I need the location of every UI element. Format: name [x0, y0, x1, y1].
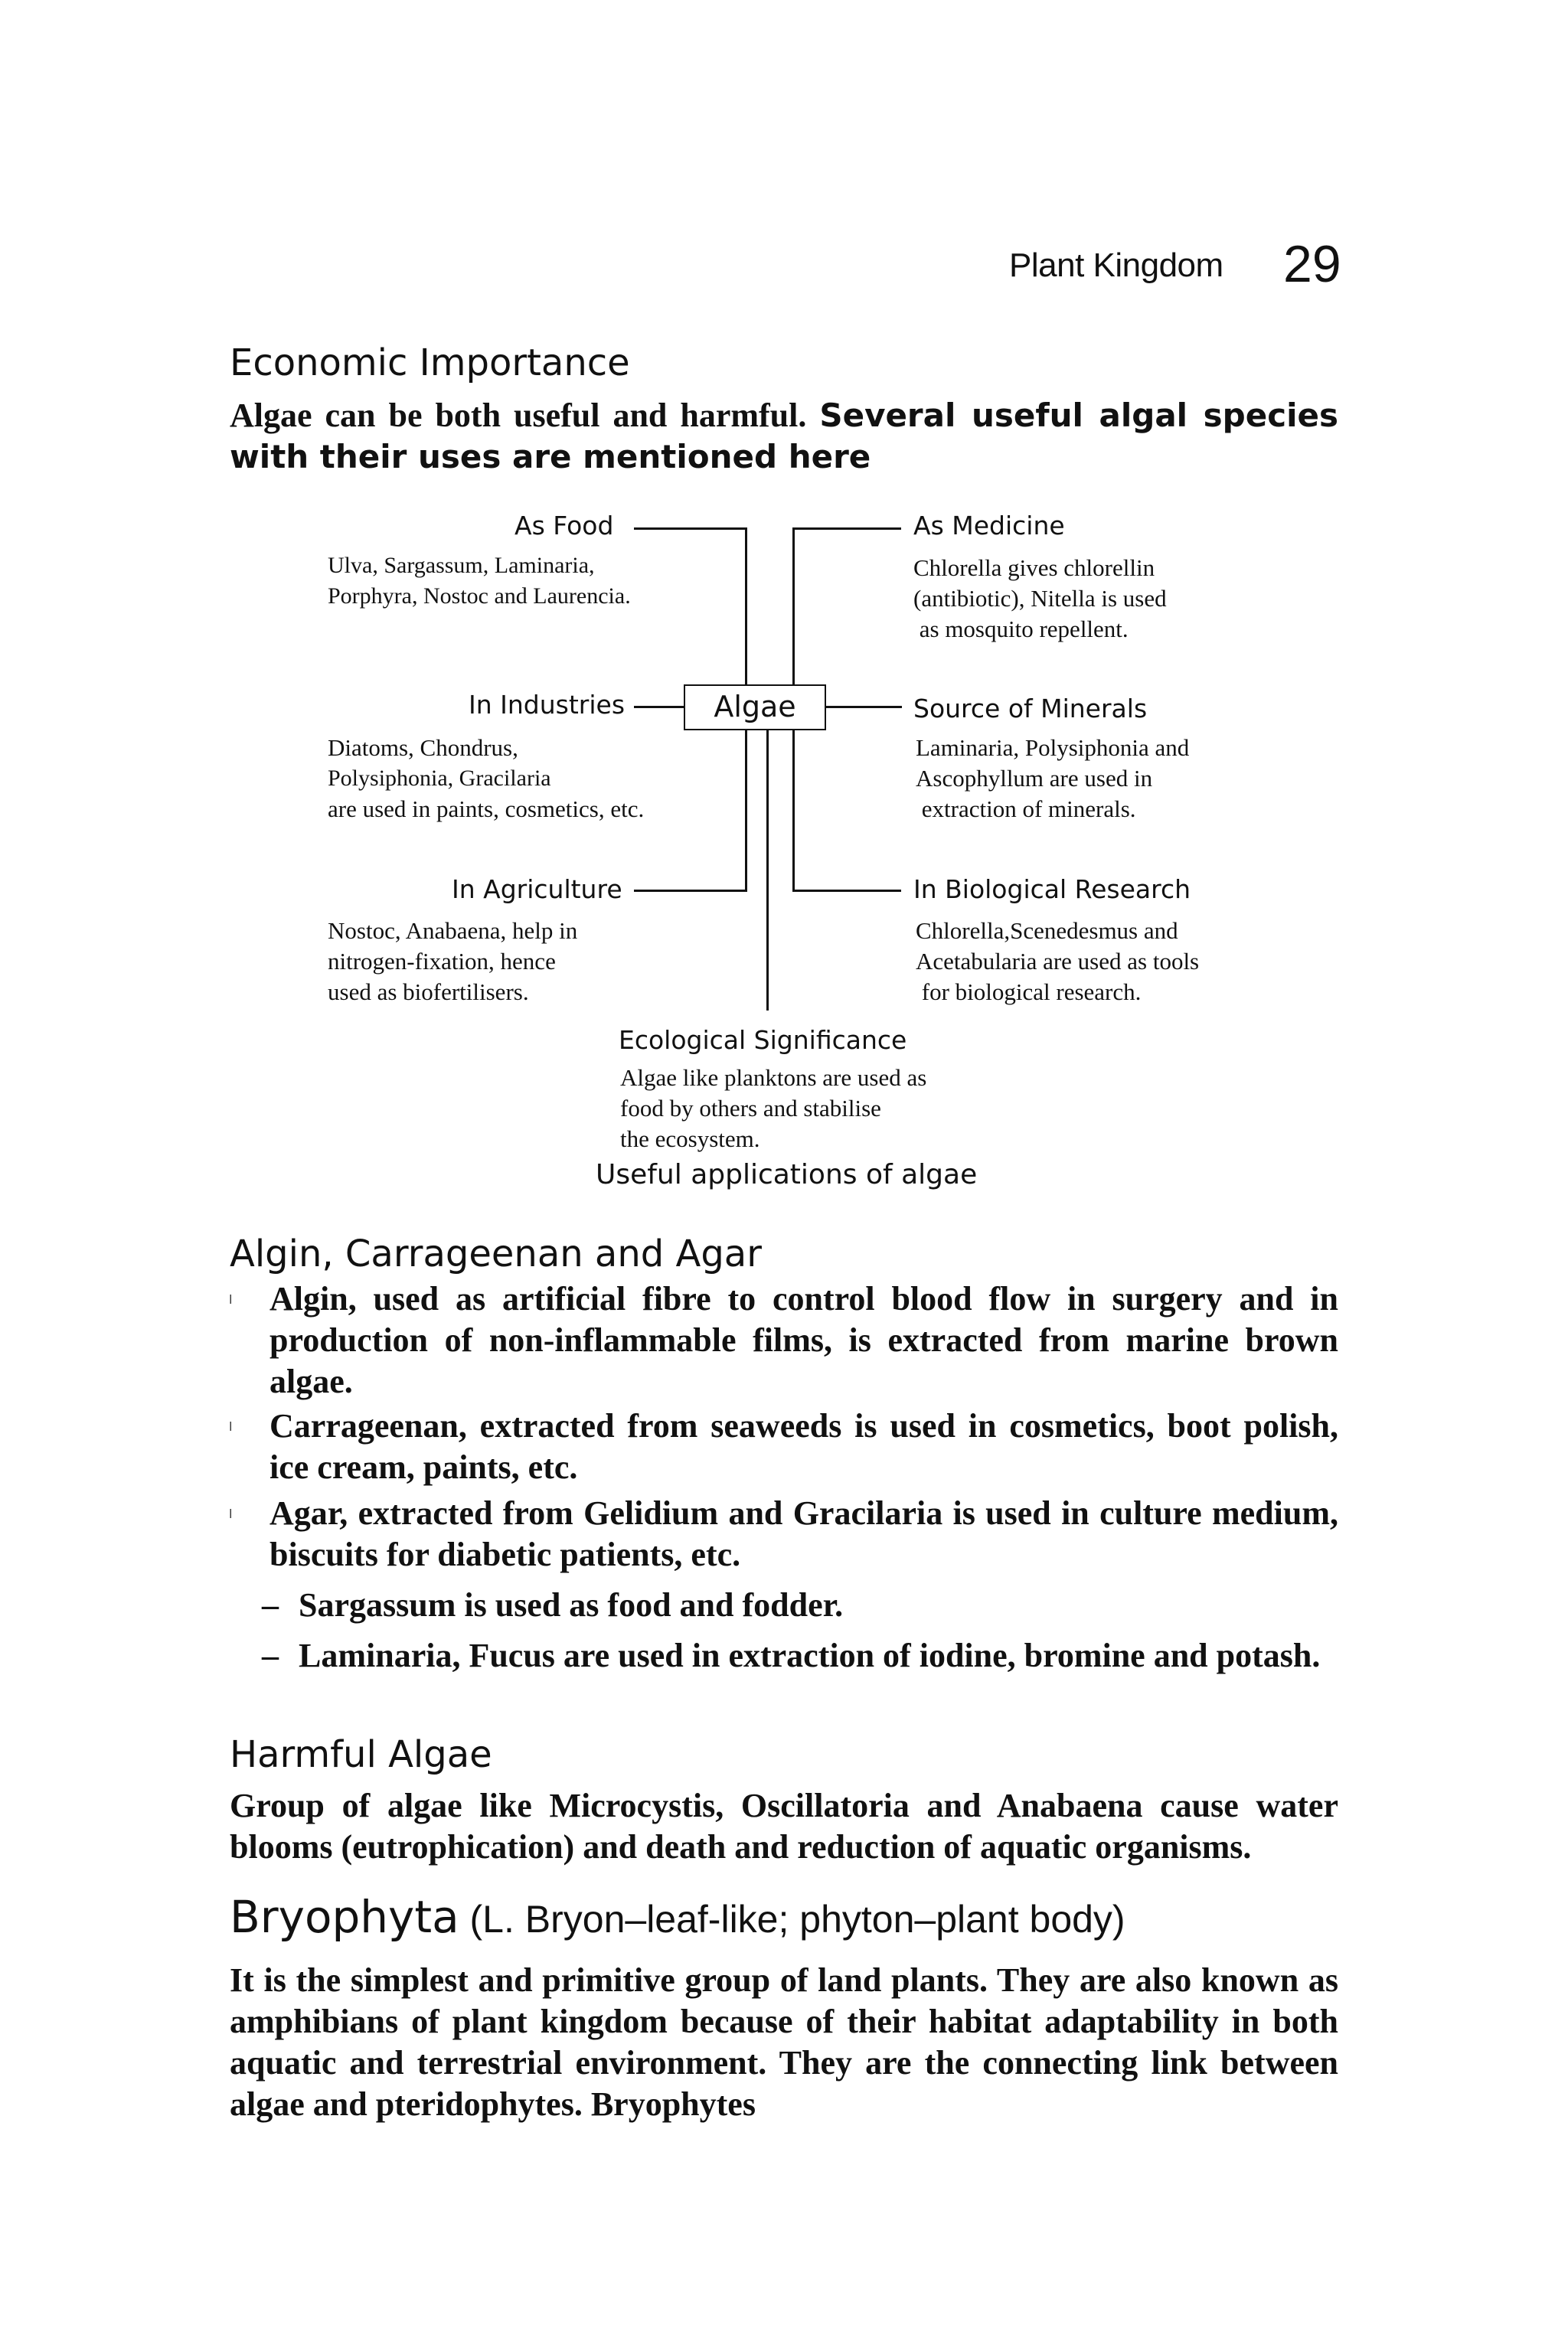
ecological-line-1: Algae like planktons are used as	[620, 1064, 927, 1091]
ecological-line-2: food by others and stabilise	[620, 1095, 881, 1122]
section-heading-economic-importance: Economic Importance	[230, 341, 630, 384]
connector-research-v	[792, 730, 795, 891]
sub-item-text: Laminaria, Fucus are used in extraction of iodine, bromine and potash.	[299, 1637, 1321, 1674]
agriculture-title: In Agriculture	[452, 874, 622, 904]
medicine-line-2: (antibiotic), Nitella is used	[913, 585, 1167, 612]
page-number: 29	[1283, 235, 1341, 293]
list-item-text: Algin, used as artificial fibre to control blood flow in surgery and in production of non-inflammable films, is extracted from marine brown algae.	[270, 1280, 1338, 1400]
food-line-1: Ulva, Sargassum, Laminaria,	[328, 553, 595, 578]
sub-item-text: Sargassum is used as food and fodder.	[299, 1586, 844, 1624]
section-heading-harmful-algae: Harmful Algae	[230, 1733, 492, 1776]
food-title: As Food	[514, 511, 614, 540]
ecological-line-3: the ecosystem.	[620, 1125, 760, 1152]
connector-industries-h	[634, 706, 684, 708]
industries-title: In Industries	[469, 690, 626, 720]
research-line-3: for biological research.	[916, 978, 1142, 1005]
harmful-algae-text: Group of algae like Microcystis, Oscillatoria and Anabaena cause water blooms (eutrophication) and death and reduction of aquatic organisms.	[230, 1787, 1338, 1866]
research-line-2: Acetabularia are used as tools	[916, 948, 1200, 975]
bryophyta-heading-sub: (L. Bryon–leaf-like; phyton–plant body)	[459, 1898, 1125, 1941]
algae-center-box: Algae	[684, 684, 826, 730]
diagram-caption: Useful applications of algae	[596, 1159, 978, 1190]
connector-medicine-h	[792, 527, 901, 530]
dash-icon: –	[262, 1637, 279, 1674]
industries-line-1: Diatoms, Chondrus,	[328, 734, 518, 761]
bullet-icon: l	[229, 1419, 233, 1434]
connector-agriculture-h	[634, 890, 747, 892]
section-heading-algin: Algin, Carrageenan and Agar	[230, 1233, 762, 1275]
economic-intro-sans: Several useful algal species with their uses are mentioned here	[230, 397, 1338, 475]
dash-icon: –	[262, 1586, 279, 1624]
connector-medicine-v	[792, 527, 795, 685]
agriculture-line-3: used as biofertilisers.	[328, 978, 529, 1005]
ecological-title: Ecological Significance	[619, 1025, 907, 1055]
bryophyta-text: It is the simplest and primitive group of land plants. They are also known as amphibians of plant kingdom because of their habitat adaptability in both aquatic and terrestrial environment. They are the connecting link between algae and pteridophytes. Bryophytes	[230, 1961, 1338, 2123]
minerals-title: Source of Minerals	[913, 694, 1148, 723]
bullet-icon: l	[229, 1507, 233, 1521]
research-line-1: Chlorella,Scenedesmus and	[916, 917, 1178, 944]
food-line-2: Porphyra, Nostoc and Laurencia.	[328, 583, 631, 609]
bullet-icon: l	[229, 1292, 233, 1307]
agriculture-line-2: nitrogen-fixation, hence	[328, 948, 556, 975]
connector-food-v	[745, 527, 747, 685]
medicine-line-1: Chlorella gives chlorellin	[913, 554, 1155, 581]
running-head: Plant Kingdom	[1009, 247, 1223, 284]
agriculture-line-1: Nostoc, Anabaena, help in	[328, 917, 578, 944]
minerals-line-2: Ascophyllum are used in	[916, 765, 1153, 792]
bryophyta-heading-main: Bryophyta	[230, 1891, 459, 1943]
connector-food-h	[634, 527, 747, 530]
research-title: In Biological Research	[913, 874, 1191, 904]
connector-research-h	[792, 890, 901, 892]
medicine-title: As Medicine	[913, 511, 1065, 540]
economic-intro-serif: Algae can be both useful and harmful.	[230, 397, 820, 434]
connector-agriculture-v	[745, 730, 747, 891]
industries-line-3: are used in paints, cosmetics, etc.	[328, 795, 645, 822]
list-item-text: Carrageenan, extracted from seaweeds is used in cosmetics, boot polish, ice cream, paints, etc.	[270, 1407, 1338, 1486]
connector-ecological-v	[766, 730, 769, 1011]
list-item-text: Agar, extracted from Gelidium and Gracilaria is used in culture medium, biscuits for diabetic patients, etc.	[270, 1494, 1338, 1573]
section-heading-bryophyta	[230, 1891, 1125, 1943]
medicine-line-3: as mosquito repellent.	[913, 616, 1129, 642]
minerals-line-3: extraction of minerals.	[916, 795, 1136, 822]
industries-line-2: Polysiphonia, Gracilaria	[328, 766, 551, 791]
minerals-line-1: Laminaria, Polysiphonia and	[916, 734, 1190, 761]
connector-minerals-h	[825, 706, 902, 708]
